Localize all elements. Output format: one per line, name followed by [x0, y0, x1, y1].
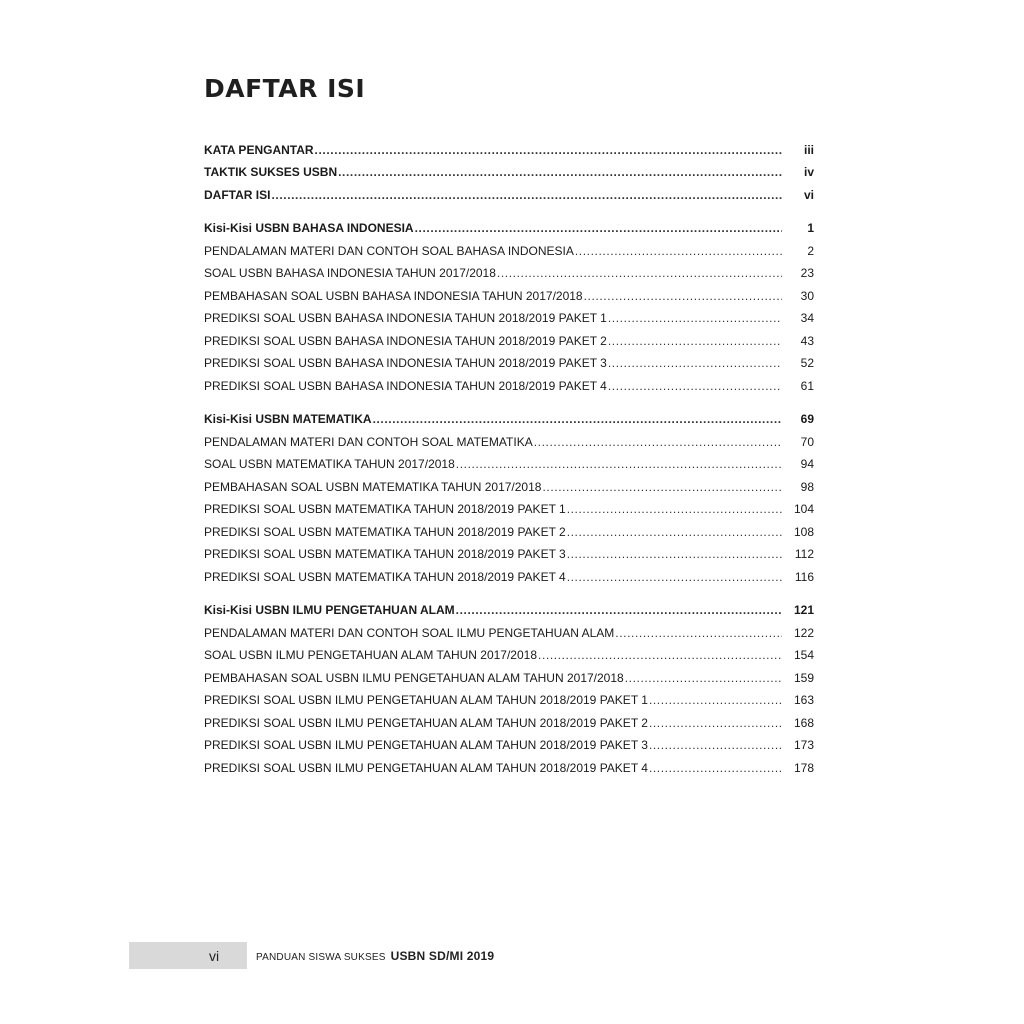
toc-heading-entry — [204, 134, 814, 157]
toc-dot-leader — [567, 502, 782, 516]
footer-title-bold: USBN SD/MI 2019 — [390, 949, 495, 963]
toc-entry-label: SOAL USBN ILMU PENGETAHUAN ALAM TAHUN 2017/2018 — [204, 648, 538, 662]
toc-dot-leader — [567, 570, 782, 584]
toc-group — [204, 404, 814, 584]
toc-dot-leader — [649, 738, 782, 752]
toc-entry — [204, 471, 814, 494]
footer-page-number — [129, 942, 247, 969]
toc-entry-label: PENDALAMAN MATERI DAN CONTOH SOAL MATEMATIKA — [204, 434, 533, 449]
footer-title-prefix: PANDUAN SISWA SUKSES — [256, 952, 386, 963]
toc-group — [204, 213, 814, 393]
toc-entry-label: PREDIKSI SOAL USBN ILMU PENGETAHUAN ALAM TAHUN 2018/2019 PAKET 1 — [204, 693, 648, 707]
toc-entry — [204, 348, 814, 371]
toc-entry-page: 34 — [800, 311, 814, 325]
toc-dot-leader — [608, 311, 782, 325]
toc-entry — [204, 662, 814, 685]
toc-dot-leader — [584, 289, 782, 303]
toc-entry-page: 121 — [793, 603, 814, 617]
toc-entry-label: PEMBAHASAN SOAL USBN MATEMATIKA TAHUN 2017/2018 — [204, 479, 542, 494]
toc-entry — [204, 258, 814, 281]
toc-entry-label: PREDIKSI SOAL USBN MATEMATIKA TAHUN 2018/2019 PAKET 2 — [204, 524, 566, 539]
toc-entry-page: 98 — [800, 479, 814, 494]
toc-dot-leader — [534, 435, 782, 449]
toc-entry-page: 43 — [800, 333, 814, 348]
toc-entry-page: 1 — [807, 221, 814, 235]
toc-dot-leader — [542, 480, 782, 494]
toc-heading-entry — [204, 404, 814, 427]
toc-entry-label: PENDALAMAN MATERI DAN CONTOH SOAL ILMU PENGETAHUAN ALAM — [204, 625, 615, 640]
toc-entry-label: PREDIKSI SOAL USBN ILMU PENGETAHUAN ALAM TAHUN 2018/2019 PAKET 3 — [204, 738, 648, 752]
toc-dot-leader — [315, 143, 782, 157]
toc-dot-leader — [497, 266, 782, 280]
toc-entry-label: PREDIKSI SOAL USBN MATEMATIKA TAHUN 2018/2019 PAKET 3 — [204, 547, 566, 561]
toc-entry-page: 104 — [793, 502, 814, 516]
toc-dot-leader — [373, 412, 782, 426]
toc-entry-page: 70 — [800, 434, 814, 449]
toc-entry-page: 30 — [800, 288, 814, 303]
toc-entry — [204, 280, 814, 303]
footer-book-title — [256, 949, 494, 963]
toc-heading-entry — [204, 595, 814, 618]
toc-entry-page: 69 — [800, 412, 814, 426]
toc-entry-label: Kisi-Kisi USBN ILMU PENGETAHUAN ALAM — [204, 603, 455, 617]
toc-entry — [204, 752, 814, 775]
toc-entry-page: 154 — [793, 648, 814, 662]
toc-entry-page: 112 — [794, 547, 814, 561]
toc-entry-label: PREDIKSI SOAL USBN MATEMATIKA TAHUN 2018/2019 PAKET 4 — [204, 569, 566, 584]
toc-entry — [204, 426, 814, 449]
toc-entry-label: PREDIKSI SOAL USBN ILMU PENGETAHUAN ALAM TAHUN 2018/2019 PAKET 2 — [204, 715, 648, 730]
toc-dot-leader — [338, 165, 782, 179]
toc-dot-leader — [567, 547, 782, 561]
toc-entry-page: iv — [803, 165, 814, 179]
toc-entry-label: Kisi-Kisi USBN MATEMATIKA — [204, 412, 372, 426]
toc-dot-leader — [649, 761, 782, 775]
toc-entry-label: PEMBAHASAN SOAL USBN BAHASA INDONESIA TAHUN 2017/2018 — [204, 288, 583, 303]
toc-entry-label: PEMBAHASAN SOAL USBN ILMU PENGETAHUAN ALAM TAHUN 2017/2018 — [204, 670, 624, 685]
toc-entry-label: DAFTAR ISI — [204, 187, 271, 202]
toc-entry-page: 2 — [807, 243, 814, 258]
toc-heading-entry — [204, 213, 814, 236]
toc-dot-leader — [625, 671, 782, 685]
toc-entry — [204, 539, 814, 562]
toc-group — [204, 595, 814, 775]
toc-dot-leader — [456, 457, 782, 471]
toc-entry-page: 116 — [794, 569, 814, 584]
toc-entry — [204, 370, 814, 393]
toc-dot-leader — [538, 648, 782, 662]
toc-entry-label: PREDIKSI SOAL USBN BAHASA INDONESIA TAHUN 2018/2019 PAKET 2 — [204, 333, 607, 348]
toc-entry — [204, 707, 814, 730]
toc-entry-label: PREDIKSI SOAL USBN BAHASA INDONESIA TAHUN 2018/2019 PAKET 1 — [204, 311, 607, 325]
toc-entry-page: 122 — [793, 625, 814, 640]
toc-entry — [204, 516, 814, 539]
toc-dot-leader — [608, 334, 782, 348]
toc-entry-page: 52 — [800, 356, 814, 370]
toc-group — [204, 134, 814, 202]
toc-entry-label: PENDALAMAN MATERI DAN CONTOH SOAL BAHASA INDONESIA — [204, 243, 574, 258]
toc-entry-label: PREDIKSI SOAL USBN MATEMATIKA TAHUN 2018/2019 PAKET 1 — [204, 502, 566, 516]
toc-entry — [204, 325, 814, 348]
toc-entry-page: 94 — [800, 457, 814, 471]
toc-dot-leader — [415, 221, 782, 235]
toc-entry-page: 108 — [793, 524, 814, 539]
toc-dot-leader — [567, 525, 782, 539]
toc-dot-leader — [608, 379, 782, 393]
toc-entry-label: TAKTIK SUKSES USBN — [204, 165, 338, 179]
page-title: DAFTAR ISI — [204, 74, 366, 103]
toc-entry — [204, 303, 814, 326]
toc-heading-entry — [204, 157, 814, 180]
toc-entry-label: PREDIKSI SOAL USBN BAHASA INDONESIA TAHUN 2018/2019 PAKET 4 — [204, 378, 607, 393]
toc-entry — [204, 730, 814, 753]
toc-dot-leader — [615, 626, 782, 640]
toc-entry-page: 163 — [793, 693, 814, 707]
toc-entry-label: PREDIKSI SOAL USBN BAHASA INDONESIA TAHUN 2018/2019 PAKET 3 — [204, 356, 607, 370]
footer-page-number-text: vi — [208, 948, 220, 964]
toc-entry-label: Kisi-Kisi USBN BAHASA INDONESIA — [204, 221, 414, 235]
toc-entry-label: SOAL USBN BAHASA INDONESIA TAHUN 2017/2018 — [204, 266, 496, 280]
toc-heading-entry — [204, 179, 814, 202]
toc-entry — [204, 235, 814, 258]
toc-entry — [204, 617, 814, 640]
table-of-contents — [204, 134, 814, 786]
toc-entry-label: KATA PENGANTAR — [204, 142, 314, 157]
toc-entry — [204, 449, 814, 472]
toc-entry-page: 23 — [800, 266, 814, 280]
toc-entry — [204, 561, 814, 584]
toc-dot-leader — [608, 356, 782, 370]
toc-entry-label: SOAL USBN MATEMATIKA TAHUN 2017/2018 — [204, 457, 455, 471]
toc-dot-leader — [649, 693, 782, 707]
toc-entry-page: 168 — [793, 715, 814, 730]
toc-entry-page: 173 — [793, 738, 814, 752]
toc-entry-page: 178 — [793, 760, 814, 775]
toc-entry-page: 159 — [793, 670, 814, 685]
toc-entry-label: PREDIKSI SOAL USBN ILMU PENGETAHUAN ALAM TAHUN 2018/2019 PAKET 4 — [204, 760, 648, 775]
toc-dot-leader — [271, 188, 782, 202]
toc-entry — [204, 685, 814, 708]
toc-entry-page: 61 — [800, 378, 814, 393]
toc-entry-page: vi — [803, 187, 814, 202]
toc-dot-leader — [649, 716, 782, 730]
toc-entry — [204, 494, 814, 517]
toc-dot-leader — [575, 244, 782, 258]
toc-entry-page: iii — [803, 142, 814, 157]
toc-dot-leader — [456, 603, 782, 617]
toc-entry — [204, 640, 814, 663]
